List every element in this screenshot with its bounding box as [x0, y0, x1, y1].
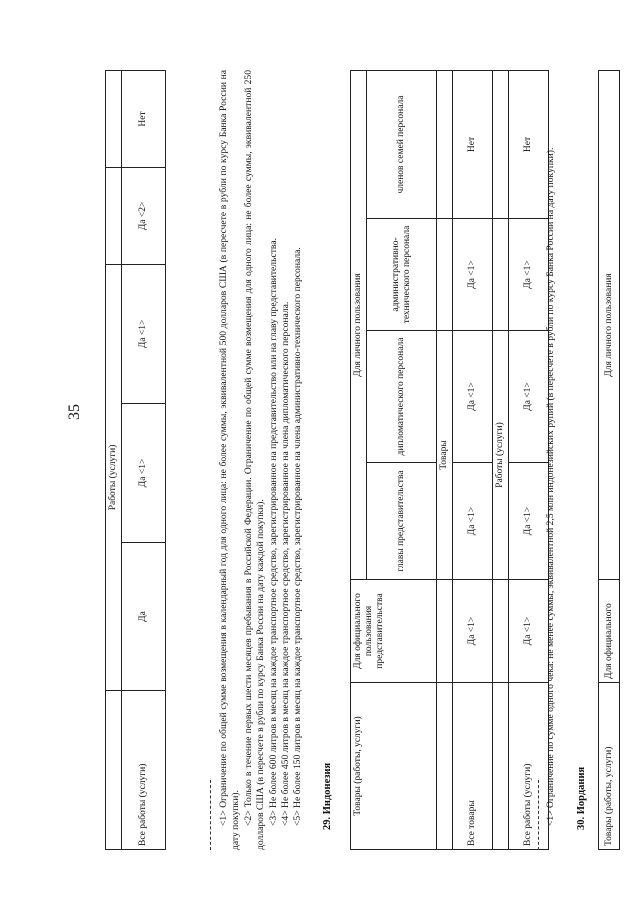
section-30-heading: 30. Иордания — [576, 766, 587, 830]
works-header: Работы (услуги) — [106, 264, 122, 690]
col-personal-header: Для личного пользования — [351, 71, 367, 580]
all-goods-label: Все товары — [453, 683, 493, 850]
cell-value: Да <1> — [122, 264, 166, 403]
footnotes-block-2 — [545, 70, 557, 850]
footnote-4: <4> Не более 450 литров в месяц на каждое транспортное средство, зарегистрированное на члена дипломатического персонала. — [280, 301, 292, 826]
footnotes-block-1 — [218, 70, 305, 850]
col-goods-header: Товары (работы, услуги) — [599, 683, 620, 850]
cell-value: Да <2> — [122, 167, 166, 264]
cell-value: Да <1> — [453, 219, 493, 331]
col-admin-staff: административно-технического персонала — [367, 219, 437, 331]
works-section-header: Работы (услуги) — [493, 331, 509, 580]
page-number: 35 — [66, 404, 83, 420]
rotated-content — [60, 70, 620, 860]
col-head-of-mission: главы представительства — [367, 463, 437, 580]
section-29-heading: 29. Индонезия — [322, 762, 333, 830]
cell-value: Да <1> — [453, 331, 493, 463]
footnote-1: <1> Ограничение по общей сумме возмещения в календарный год для одного лица: не более суммы, эквивалентной 500 долларов США (в пересчете в рубли по курсу Банка России на дату покупки). — [218, 70, 242, 850]
col-goods-header: Товары (работы, услуги) — [351, 683, 437, 850]
footnote-5: <5> Не более 150 литров в месяц на каждое транспортное средство, зарегистрированное на члена административно-технического персонала. — [292, 247, 304, 826]
footnote-2: <2> Только в течение первых шести месяцев пребывания в Российской Федерации. Ограничение по общей сумме возмещения для одного лица: не более суммы, эквивалентной 250 долларов США (в пересчете в рубли по курсу Банка России на дату каждой покупки). — [242, 70, 267, 850]
col-personal-header: Для личного пользования — [599, 71, 620, 580]
cell-value: Да <1> — [509, 463, 549, 580]
table-jordan — [598, 70, 620, 850]
footnote-3: <3> Не более 600 литров в месяц на каждое транспортное средство, зарегистрированное на представительство или на главу представительства. — [267, 238, 279, 826]
footnote-separator — [538, 780, 539, 850]
col-official-header: Для официального — [599, 580, 620, 683]
table-indonesia — [350, 70, 549, 850]
cell-value: Нет — [122, 71, 166, 168]
col-official-header: Для официального пользования представительства — [351, 580, 437, 683]
footnote-indonesia-1: <1> Ограничение по сумме одного чека: не менее суммы, эквивалентной 2,5 млн индонезийских рупий (в пересчете в рубли по курсу Банка России на дату покупки). — [545, 147, 556, 826]
cell-value: Да <1> — [453, 580, 493, 683]
footnote-separator — [210, 780, 211, 850]
table-works-continued — [105, 70, 166, 850]
goods-section-header: Товары — [437, 331, 453, 580]
cell-value: Нет — [453, 71, 493, 219]
cell-value: Да <1> — [453, 463, 493, 580]
col-family-members: членов семей персонала — [367, 71, 437, 219]
cell-value: Да — [122, 542, 166, 690]
cell-value: Нет — [509, 71, 549, 219]
all-works-label: Все работы (услуги) — [509, 683, 549, 850]
cell-value: Да <1> — [509, 219, 549, 331]
cell-value: Да <1> — [509, 331, 549, 463]
all-works-label: Все работы (услуги) — [122, 691, 166, 850]
cell-value: Да <1> — [509, 580, 549, 683]
cell-value: Да <1> — [122, 403, 166, 542]
col-diplomatic-staff: дипломатического персонала — [367, 331, 437, 463]
